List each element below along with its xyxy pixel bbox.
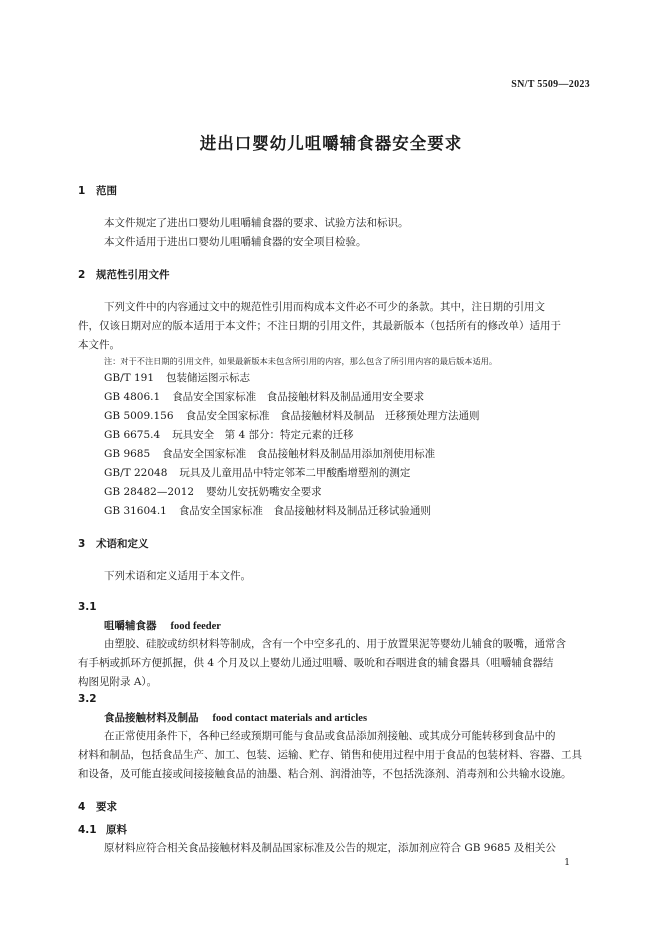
section-number: 4 (78, 801, 86, 813)
subsection-number: 4.1 (78, 824, 97, 836)
reference-item (104, 389, 424, 404)
reference-item (104, 465, 410, 480)
definition-line: 和设备，及可能直接或间接接触食品的油墨、粘合剂、润滑油等，不包括洗涤剂、消毒剂和公共输水设施。 (78, 768, 572, 780)
reference-item (104, 484, 322, 499)
section-title: 范围 (96, 185, 117, 197)
section-heading-4 (78, 799, 117, 814)
subsection-title: 原料 (106, 824, 127, 836)
note: 注：对于不注日期的引用文件，如果最新版本未包含所引用的内容，那么包含了所引用内容的最后版本适用。 (104, 356, 498, 366)
document-title: 进出口婴幼儿咀嚼辅食器安全要求 (199, 134, 463, 153)
term-entry (104, 618, 221, 633)
reference-code: GB/T 22048 (104, 467, 168, 479)
reference-title: 食品安全国家标准 食品接触材料及制品通用安全要求 (172, 391, 425, 403)
section-title: 要求 (96, 801, 117, 813)
term-chinese: 食品接触材料及制品 (104, 712, 199, 724)
definition-line: 材料和制品，包括食品生产、加工、包装、运输、贮存、销售和使用过程中用于食品的包装材料、容器、工具 (78, 749, 582, 761)
definition-line: 在正常使用条件下，各种已经或预期可能与食品或食品添加剂接触、或其成分可能转移到食品中的 (104, 730, 556, 742)
reference-title: 玩具及儿童用品中特定邻苯二甲酸酯增塑剂的测定 (179, 467, 411, 479)
term-english: food contact materials and articles (212, 713, 368, 724)
reference-title: 食品安全国家标准 食品接触材料及制品用添加剂使用标准 (162, 448, 436, 460)
page-number: 1 (564, 858, 570, 868)
paragraph-line: 原材料应符合相关食品接触材料及制品国家标准及公告的规定，添加剂应符合 GB 9685 及相关公 (104, 842, 556, 854)
reference-title: 婴幼儿安抚奶嘴安全要求 (206, 486, 322, 498)
reference-item (104, 370, 250, 385)
clause-number: 3.2 (78, 693, 97, 705)
reference-code: GB 6675.4 (104, 429, 161, 441)
reference-title: 食品安全国家标准 食品接触材料及制品 迁移预处理方法通则 (185, 410, 480, 422)
section-number: 2 (78, 269, 86, 281)
reference-code: GB 9685 (104, 448, 151, 460)
reference-code: GB 5009.156 (104, 410, 174, 422)
paragraph: 下列术语和定义适用于本文件。 (104, 570, 251, 582)
reference-code: GB 28482—2012 (104, 486, 195, 498)
paragraph-line: 本文件。 (78, 339, 120, 351)
paragraph-line: 下列文件中的内容通过文中的规范性引用而构成本文件必不可少的条款。其中，注日期的引用文 (104, 301, 545, 313)
reference-title: 包装储运图示标志 (166, 372, 251, 384)
subsection-heading-4-1 (78, 822, 127, 837)
reference-item (104, 427, 354, 442)
reference-code: GB/T 191 (104, 372, 155, 384)
reference-title: 玩具安全 第 4 部分：特定元素的迁移 (172, 429, 354, 441)
section-number: 3 (78, 538, 86, 550)
definition-line: 由塑胶、硅胶或纺织材料等制成，含有一个中空多孔的、用于放置果泥等婴幼儿辅食的吸嘴，通常含 (104, 638, 566, 650)
reference-item (104, 446, 435, 461)
reference-code: GB 31604.1 (104, 505, 167, 517)
definition-line: 有手柄或抓环方便抓握，供 4 个月及以上婴幼儿通过咀嚼、吸吮和吞咽进食的辅食器具（咀嚼辅食器结 (78, 657, 554, 669)
reference-item (104, 503, 431, 518)
section-number: 1 (78, 185, 86, 197)
paragraph-line: 件，仅该日期对应的版本适用于本文件；不注日期的引用文件，其最新版本（包括所有的修改单）适用于 (78, 320, 561, 332)
section-heading-1 (78, 183, 117, 198)
term-entry (104, 710, 367, 725)
section-title: 规范性引用文件 (96, 269, 170, 281)
section-heading-3 (78, 536, 149, 551)
clause-number: 3.1 (78, 601, 97, 613)
paragraph: 本文件规定了进出口婴幼儿咀嚼辅食器的要求、试验方法和标识。 (104, 217, 409, 229)
standard-number: SN/T 5509—2023 (511, 79, 590, 90)
reference-item (104, 408, 480, 423)
reference-code: GB 4806.1 (104, 391, 161, 403)
term-english: food feeder (170, 621, 221, 632)
section-heading-2 (78, 267, 170, 282)
reference-title: 食品安全国家标准 食品接触材料及制品迁移试验通则 (178, 505, 431, 517)
definition-line: 构图见附录 A）。 (78, 676, 158, 688)
term-chinese: 咀嚼辅食器 (104, 620, 157, 632)
paragraph: 本文件适用于进出口婴幼儿咀嚼辅食器的安全项目检验。 (104, 236, 367, 248)
section-title: 术语和定义 (96, 538, 149, 550)
